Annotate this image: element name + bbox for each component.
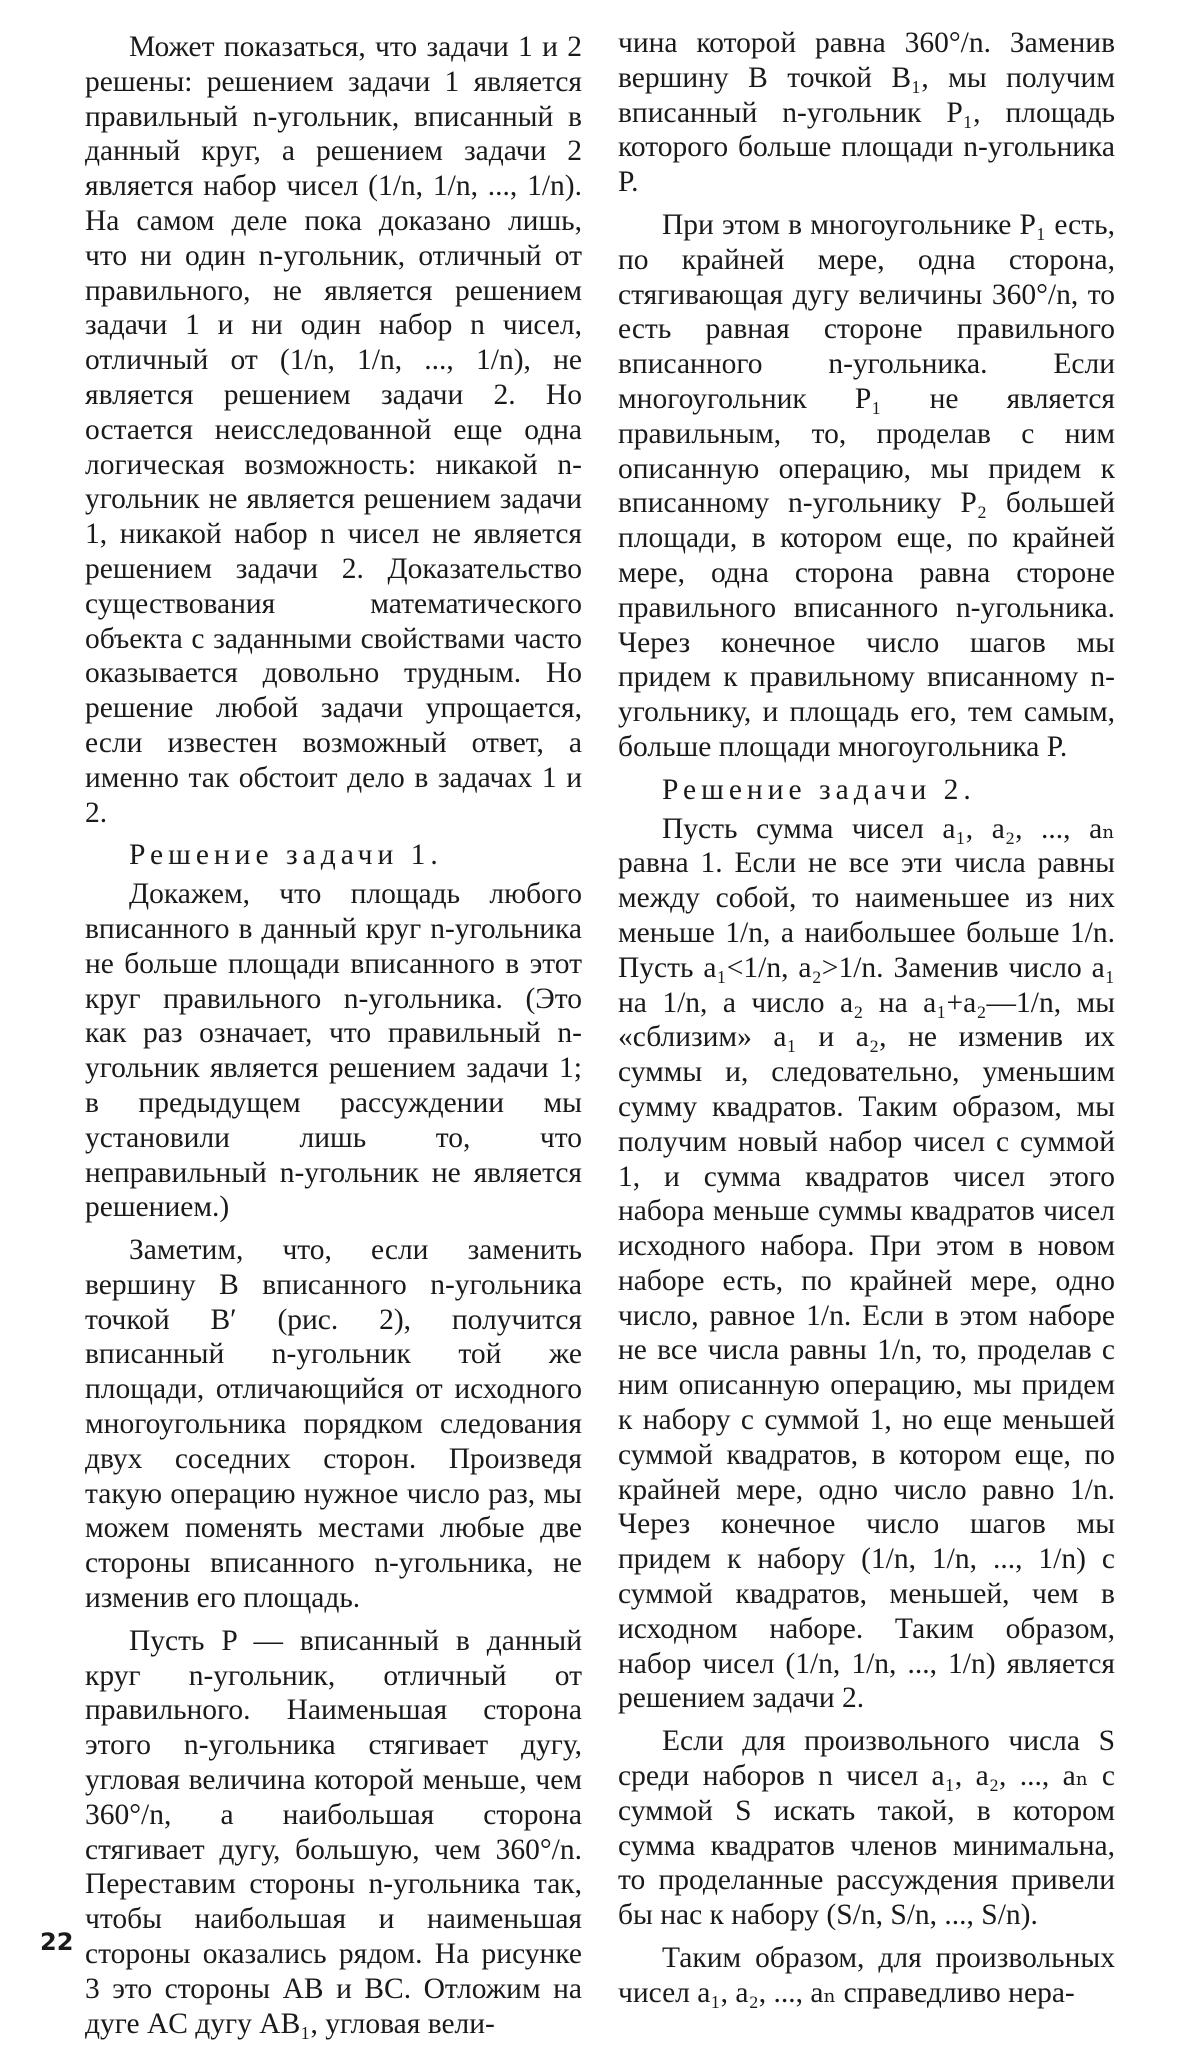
paragraph: Если для произвольного числа S среди наборов n чисел a₁, a₂, ..., aₙ с суммой S искать такой, в котором сумма квадратов членов минимальна, то проделанные рассуждения привели бы нас к набору (S/n, S/n, ..., S/n). <box>618 1725 1115 1932</box>
paragraph: Пусть сумма чисел a₁, a₂, ..., aₙ равна 1. Если не все эти числа равны между собой, то наименьшее из них меньше 1/n, а наибольшее больше 1/n. Пусть a₁<1/n, a₂>1/n. Заменив число a₁ на 1/n, а число a₂ на a₁+a₂—1/n, мы «сблизим» a₁ и a₂, не изменив их суммы и, следовательно, уменьшим сумму квадратов. Таким образом, мы получим новый набор чисел с суммой 1, и сумма квадратов чисел этого набора меньше суммы квадратов чисел исходного набора. При этом в новом наборе есть, по крайней мере, одно число, равное 1/n. Если в этом наборе не все числа равны 1/n, то, проделав с ним описанную операцию, мы придем к набору с суммой 1, но еще меньшей суммой квадратов, в котором еще, по крайней мере, одно число равно 1/n. Через конечное число шагов мы придем к набору (1/n, 1/n, ..., 1/n) с суммой квадратов, меньшей, чем в исходном наборе. Таким образом, набор чисел (1/n, 1/n, ..., 1/n) является решением задачи 2. <box>618 812 1115 1715</box>
section-heading: Решение задачи 2. <box>662 773 976 806</box>
paragraph: Докажем, что площадь любого вписанного в данный круг n-угольника не больше площади вписанного в этот круг правильного n-угольника. (Это как раз означает, что правильный n-угольник является решением задачи 1; в предыдущем рассуждении мы установили лишь то, что неправильный n-угольник не является решением.) <box>85 878 582 1224</box>
section-heading: Решение задачи 1. <box>129 839 443 872</box>
left-column <box>85 30 582 2049</box>
paragraph: Может показаться, что задачи 1 и 2 решены: решением задачи 1 является правильный n-угольник, вписанный в данный круг, а решением задачи 2 является набор чисел (1/n, 1/n, ..., 1/n). На самом деле пока доказано лишь, что ни один n-угольник, отличный от правильного, не является решением задачи 1 и ни один набор n чисел, отличный от (1/n, 1/n, ..., 1/n), не является решением задачи 2. Но остается неисследованной еще одна логическая возможность: никакой n-угольник не является решением задачи 1, никакой набор n чисел не является решением задачи 2. Доказательство существования математического объекта с заданными свойствами часто оказывается довольно трудным. Но решение любой задачи упрощается, если известен возможный ответ, а именно так обстоит дело в задачах 1 и 2. <box>85 31 582 829</box>
paragraph: Пусть P — вписанный в данный круг n-угольник, отличный от правильного. Наименьшая сторона этого n-угольника стягивает дугу, угловая величина которой меньше, чем 360°/n, а наибольшая сторона стягивает дугу, большую, чем 360°/n. Переставим стороны n-угольника так, чтобы наибольшая и наименьшая стороны оказались рядом. На рисунке 3 это стороны AB и BC. Отложим на дуге AC дугу AB₁, угловая вели- <box>85 1624 582 2040</box>
paragraph: При этом в многоугольнике P₁ есть, по крайней мере, одна сторона, стягивающая дугу величины 360°/n, то есть равная стороне правильного вписанного n-угольника. Если многоугольник P₁ не является правильным, то, проделав с ним описанную операцию, мы придем к вписанному n-угольнику P₂ большей площади, в котором еще, по крайней мере, одна сторона равна стороне правильного вписанного n-угольника. Через конечное число шагов мы придем к правильному вписанному n-угольнику, и площадь его, тем самым, больше площади многоугольника P. <box>618 208 1115 763</box>
page-number: 22 <box>40 1928 74 1956</box>
paragraph: чина которой равна 360°/n. Заменив вершину B точкой B₁, мы получим вписанный n-угольник P₁, площадь которого больше площади n-угольника P. <box>618 27 1115 199</box>
paragraph: Таким образом, для произвольных чисел a₁, a₂, ..., aₙ справедливо нера- <box>618 1942 1115 2009</box>
paragraph: Заметим, что, если заменить вершину B вписанного n-угольника точкой B′ (рис. 2), получится вписанный n-угольник той же площади, отличающийся от исходного многоугольника порядком следования двух соседних сторон. Произведя такую операцию нужное число раз, мы можем поменять местами любые две стороны вписанного n-угольника, не изменив его площадь. <box>85 1234 582 1615</box>
right-column <box>618 26 1115 2019</box>
